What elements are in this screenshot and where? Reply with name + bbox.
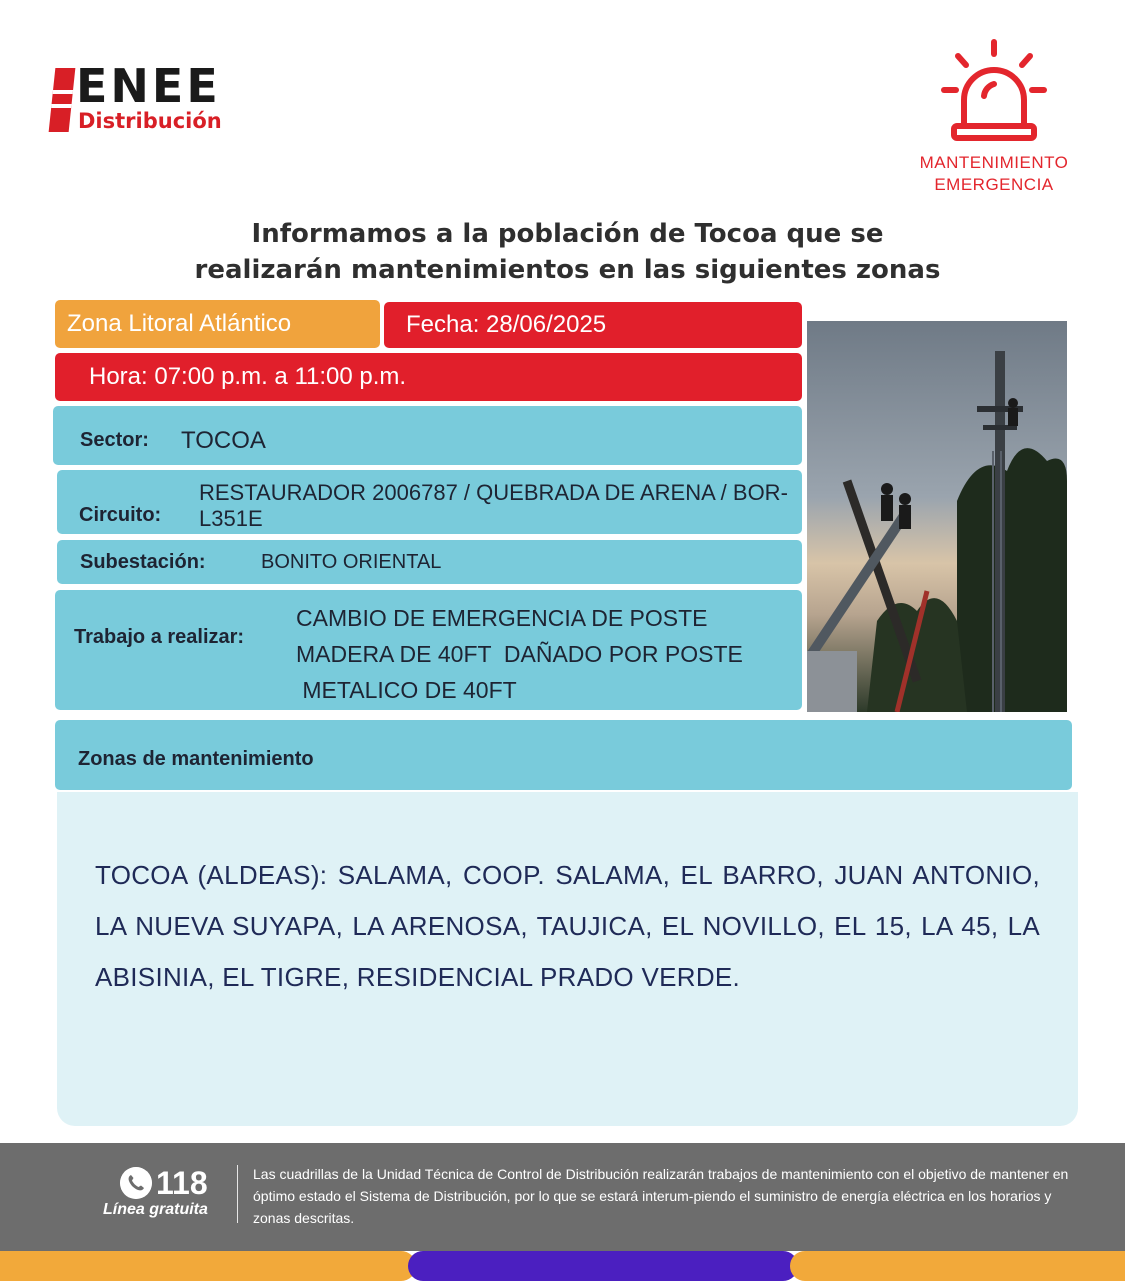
enee-logo xyxy=(50,59,280,142)
logo-wordmark: ENEE xyxy=(76,59,221,113)
zones-header-label: Zonas de mantenimiento xyxy=(78,748,314,770)
zones-body xyxy=(57,792,1078,1126)
badge-line-1: MANTENIMIENTO xyxy=(919,153,1069,172)
sector-label: Sector: xyxy=(80,429,149,451)
substation-row xyxy=(57,540,802,584)
hotline[interactable] xyxy=(120,1163,210,1203)
zone-badge: Zona Litoral Atlántico xyxy=(55,300,380,348)
headline-line-2: realizarán mantenimientos en las siguientes zonas xyxy=(194,255,941,285)
phone-icon xyxy=(120,1167,152,1199)
zones-header xyxy=(55,720,1072,790)
sector-row xyxy=(53,406,802,465)
badge-label xyxy=(894,152,1094,196)
headline xyxy=(90,216,1045,288)
work-label: Trabajo a realizar: xyxy=(74,626,245,648)
bottom-stripe-orange-right xyxy=(790,1251,1125,1281)
footer-disclaimer: Las cuadrillas de la Unidad Técnica de Control de Distribución realizarán trabajos de mantenimiento con el objetivo de mantener en óptimo estado el Sistema de Distribución, por lo que se estará interum-piendo el suministro de energía eléctrica en los horarios y zonas descritas. xyxy=(253,1166,1069,1226)
badge-line-2: EMERGENCIA xyxy=(934,175,1054,194)
hotline-number: 118 xyxy=(156,1165,208,1201)
circuit-row xyxy=(57,470,802,534)
zones-list: TOCOA (ALDEAS): SALAMA, COOP. SALAMA, EL BARRO, JUAN ANTONIO, LA NUEVA SUYAPA, LA ARENOSA, TAUJICA, EL NOVILLO, EL 15, LA 45, LA ABISINIA, EL TIGRE, RESIDENCIAL PRADO VERDE. xyxy=(95,860,1040,992)
work-line-2: MADERA DE 40FT DAÑADO POR POSTE xyxy=(296,641,743,667)
time-badge: Hora: 07:00 p.m. a 11:00 p.m. xyxy=(55,353,802,401)
date-badge: Fecha: 28/06/2025 xyxy=(384,302,802,348)
logo-subtitle: Distribución xyxy=(78,109,222,133)
work-row xyxy=(55,590,802,710)
substation-value: BONITO ORIENTAL xyxy=(261,551,442,573)
bottom-stripe-purple xyxy=(408,1251,798,1281)
headline-line-1: Informamos a la población de Tocoa que se xyxy=(251,219,884,249)
siren-icon xyxy=(936,36,1052,144)
bottom-stripe-orange-left xyxy=(0,1251,416,1281)
circuit-label: Circuito: xyxy=(79,504,162,526)
work-line-1: CAMBIO DE EMERGENCIA DE POSTE xyxy=(296,605,708,631)
footer-divider xyxy=(237,1165,238,1223)
work-value xyxy=(296,600,806,708)
hotline-label: Línea gratuita xyxy=(103,1201,208,1218)
work-line-3: METALICO DE 40FT xyxy=(296,677,517,703)
circuit-value: RESTAURADOR 2006787 / QUEBRADA DE ARENA / BOR-L351E xyxy=(199,480,788,531)
substation-label: Subestación: xyxy=(80,551,206,573)
sector-value: TOCOA xyxy=(181,427,266,454)
logo-mark xyxy=(49,68,76,132)
footer xyxy=(0,1143,1125,1251)
maintenance-photo xyxy=(807,321,1067,712)
